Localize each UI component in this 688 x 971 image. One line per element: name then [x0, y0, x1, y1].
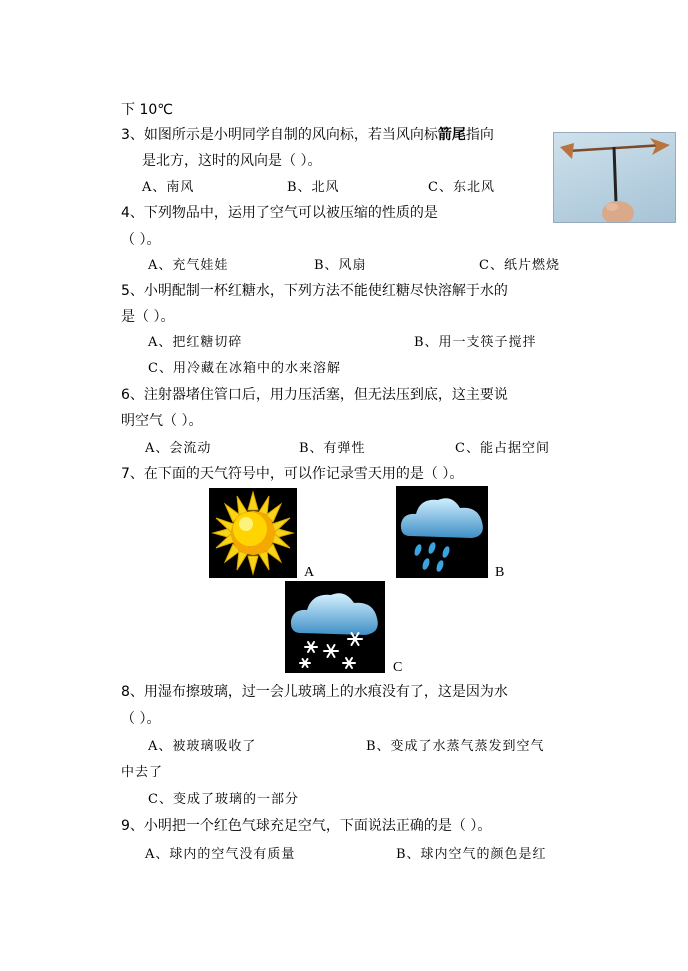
question-6-line-1: 6、注射器堵住管口后，用力压活塞，但无法压到底，这主要说 — [121, 387, 508, 403]
question-3-line-1: 3、如图所示是小明同学自制的风向标，若当风向标箭尾指向 — [121, 127, 494, 143]
question-3-line-2: 是北方，这时的风向是（ ）。 — [142, 153, 322, 169]
sun-icon — [209, 488, 297, 578]
question-6-option-b: B、有弹性 — [299, 441, 366, 456]
question-8-line-2: （ ）。 — [121, 711, 161, 727]
question-3-option-a: A、南风 — [142, 180, 195, 195]
emphasis-text: 箭尾 — [437, 127, 466, 143]
option-label-a: A — [304, 565, 315, 580]
question-9-line: 9、小明把一个红色气球充足空气，下面说法正确的是（ ）。 — [121, 818, 492, 834]
question-9-option-a: A、球内的空气没有质量 — [145, 847, 296, 862]
weather-vane-photo — [553, 132, 676, 223]
snow-cloud-icon — [285, 581, 385, 673]
question-3-option-b: B、北风 — [287, 180, 340, 195]
question-6-option-c: C、能占据空间 — [455, 441, 550, 456]
option-label-b: B — [495, 565, 505, 580]
question-8-line-1: 8、用湿布擦玻璃，过一会儿玻璃上的水痕没有了，这是因为水 — [121, 684, 508, 700]
question-9-option-b: B、球内空气的颜色是红 — [396, 847, 547, 862]
question-5-line-2: 是（ ）。 — [121, 309, 175, 325]
question-5-line-1: 5、小明配制一杯红糖水，下列方法不能使红糖尽快溶解于水的 — [121, 283, 508, 299]
question-4-option-c: C、纸片燃烧 — [479, 258, 560, 273]
line-fragment: 下 10℃ — [121, 102, 173, 118]
option-label-c: C — [393, 660, 403, 675]
question-8-option-b-cont: 中去了 — [121, 765, 164, 780]
question-5-option-b: B、用一支筷子搅拌 — [414, 335, 537, 350]
question-5-option-c: C、用冷藏在冰箱中的水来溶解 — [148, 361, 341, 376]
question-4-option-a: A、充气娃娃 — [148, 258, 229, 273]
question-4-line-2: （ ）。 — [121, 232, 161, 248]
question-7-line: 7、在下面的天气符号中，可以作记录雪天用的是（ ）。 — [121, 466, 464, 482]
question-6-line-2: 明空气（ ）。 — [121, 413, 203, 429]
question-6-option-a: A、会流动 — [145, 441, 212, 456]
question-8-option-b: B、变成了水蒸气蒸发到空气 — [366, 739, 545, 754]
question-8-option-a: A、被玻璃吸收了 — [148, 739, 257, 754]
question-4-option-b: B、风扇 — [314, 258, 367, 273]
question-3-option-c: C、东北风 — [428, 180, 495, 195]
rain-cloud-icon — [396, 486, 488, 578]
question-8-option-c: C、变成了玻璃的一部分 — [148, 792, 299, 807]
question-4-line-1: 4、下列物品中，运用了空气可以被压缩的性质的是 — [121, 205, 438, 221]
question-5-option-a: A、把红糖切碎 — [148, 335, 243, 350]
